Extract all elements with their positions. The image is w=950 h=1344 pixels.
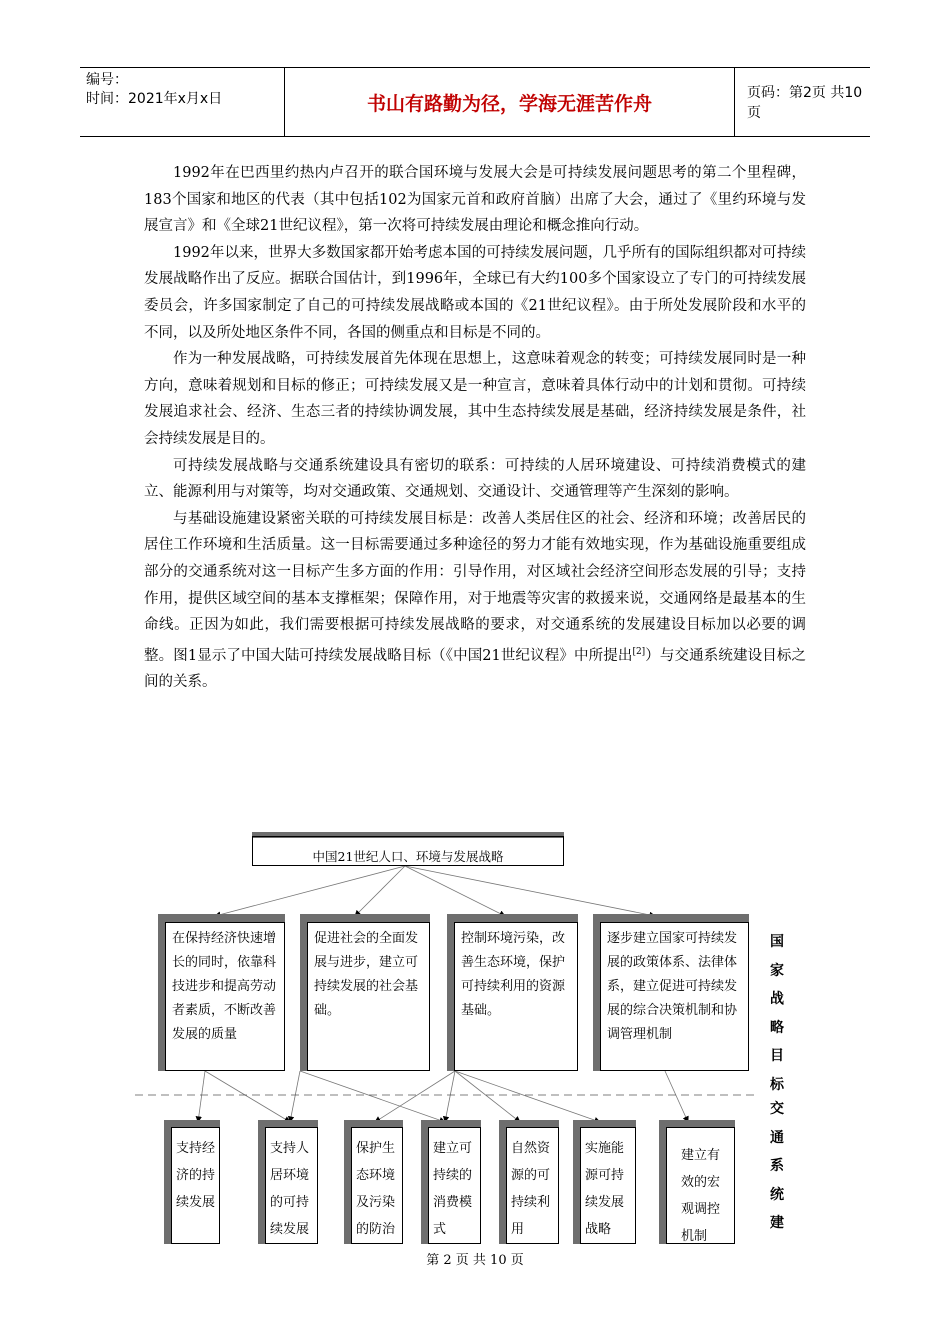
transport-box-1: 支持经济的持续发展 <box>171 1127 220 1244</box>
transport-box-7: 建立有效的宏观调控机制 <box>666 1127 735 1244</box>
header-date: 时间：2021年x月x日 <box>86 91 223 107</box>
transport-box-5: 自然资源的可持续利用 <box>506 1127 559 1244</box>
strategy-box-1: 在保持经济快速增长的同时，依靠科技进步和提高劳动者素质，不断改善发展的质量 <box>165 922 285 1071</box>
strategy-box-2: 促进社会的全面发展与进步，建立可持续发展的社会基础。 <box>307 922 430 1071</box>
side-label-strategy: 国家战略目标 <box>770 934 784 1093</box>
paragraph: 作为一种发展战略，可持续发展首先体现在思想上，这意味着观念的转变；可持续发展同时是一种方向，意味着规划和目标的修正；可持续发展又是一种宣言，意味着具体行动中的计划和贯彻。可持续发展追求社会、经济、生态三者的持续协调发展，其中生态持续发展是基础，经济持续发展是条件，社会持续发展是目的。 <box>144 351 806 447</box>
strategy-box-3: 控制环境污染，改善生态环境，保护可持续利用的资源基础。 <box>454 922 578 1071</box>
side-label-transport: 交通系统建 <box>770 1101 784 1231</box>
transport-box-2: 支持人居环境的可持续发展 <box>265 1127 318 1244</box>
paragraph-text: 与基础设施建设紧密关联的可持续发展目标是：改善人类居住区的社会、经济和环境；改善居民的居住工作环境和生活质量。这一目标需要通过多种途径的努力才能有效地实现，作为基础设施重要组成部分的交通系统对这一目标产生多方面的作用：引导作用，对区域社会经济空间形态发展的引导；支持作用，提供区域空间的基本支撑框架；保障作用，对于地震等灾害的救援来说，交通网络是最基本的生命线。正因为如此，我们需要根据可持续发展战略的要求，对交通系统的发展建设目标加以必要的调整。图1显示了中国大陆可持续发展战略目标（《中国21世纪议程》中所提出 <box>144 510 806 664</box>
transport-box-6: 实施能源可持续发展战略 <box>580 1127 636 1244</box>
page-footer: 第 2 页 共 10 页 <box>426 1253 524 1268</box>
paragraph-tail: ）与交通系统建设目标之间的关系。 <box>144 647 806 691</box>
strategy-box-4: 逐步建立国家可持续发展的政策体系、法律体系，建立促进可持续发展的综合决策机制和协调管理机制 <box>600 922 749 1071</box>
transport-box-3: 保护生态环境及污染的防治 <box>351 1127 403 1244</box>
header-page-number: 页码：第2页 共10页 <box>747 85 863 121</box>
diagram-top-box: 中国21世纪人口、环境与发展战略 <box>252 836 564 866</box>
paragraph: 1992年以来，世界大多数国家都开始考虑本国的可持续发展问题，几乎所有的国际组织都对可持续发展战略作出了反应。据联合国估计，到1996年，全球已有大约100多个国家设立了专门的可持续发展委员会，许多国家制定了自己的可持续发展战略或本国的《21世纪议程》。由于所处发展阶段和水平的不同，以及所处地区条件不同，各国的侧重点和目标是不同的。 <box>144 244 806 341</box>
header-motto: 书山有路勤为径，学海无涯苦作舟 <box>285 68 735 136</box>
paragraph: 可持续发展战略与交通系统建设具有密切的联系：可持续的人居环境建设、可持续消费模式的建立、能源利用与对策等，均对交通政策、交通规划、交通设计、交通管理等产生深刻的影响。 <box>144 457 806 501</box>
header-serial: 编号： <box>86 72 128 88</box>
transport-box-4: 建立可持续的消费模式 <box>428 1127 481 1244</box>
paragraph: 1992年在巴西里约热内卢召开的联合国环境与发展大会是可持续发展问题思考的第二个里程碑，183个国家和地区的代表（其中包括102为国家元首和政府首脑）出席了大会，通过了《里约环境与发展宣言》和《全球21世纪议程》，第一次将可持续发展由理论和概念推向行动。 <box>144 165 806 235</box>
citation-ref: [2] <box>632 646 646 657</box>
